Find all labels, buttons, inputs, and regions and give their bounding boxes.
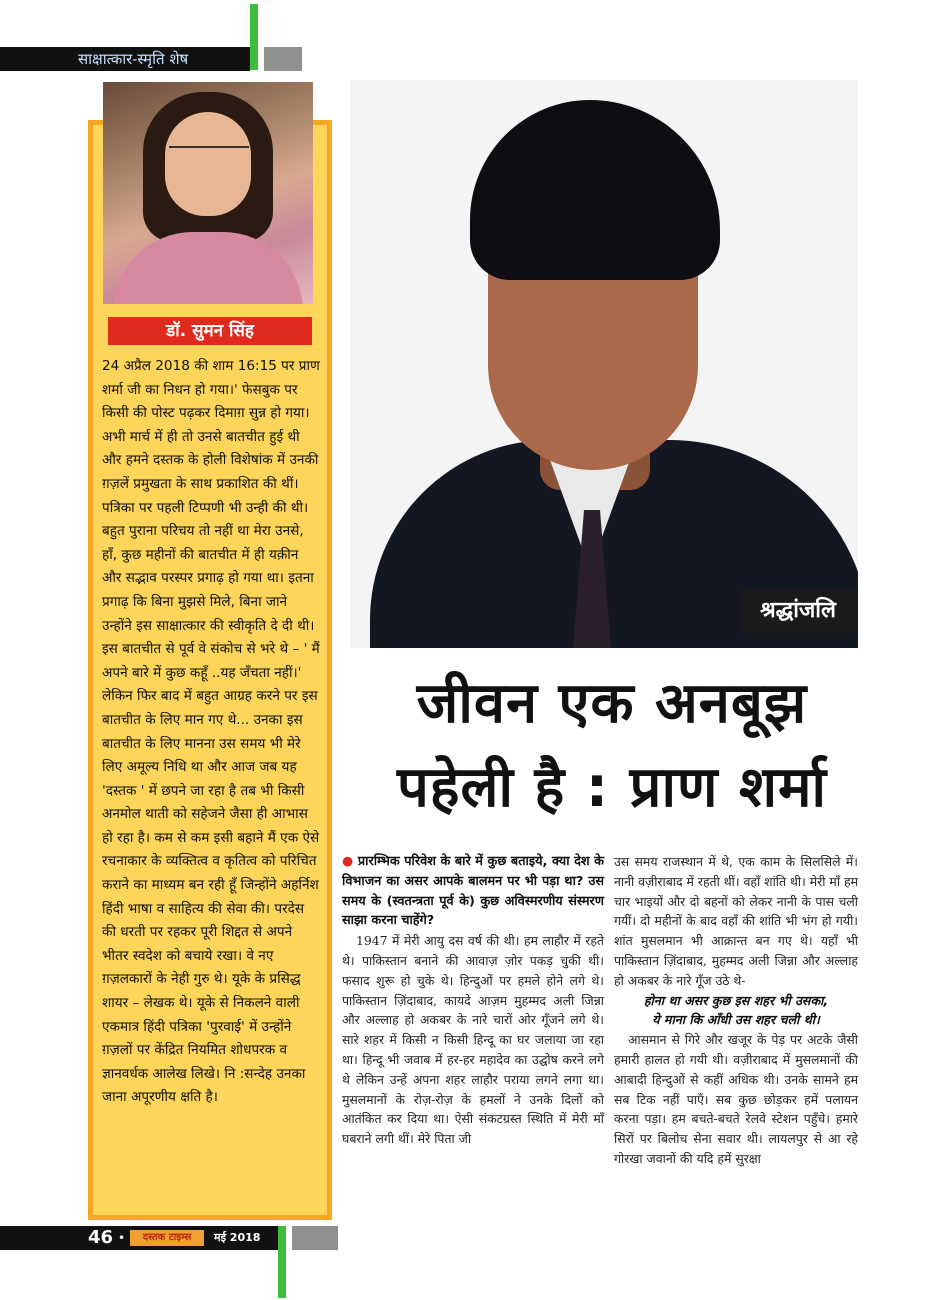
verse-line-2: ये माना कि आँधी उस शहर चली थी। bbox=[652, 1012, 820, 1028]
headline-line-1: जीवन एक अनबूझ bbox=[416, 671, 808, 736]
magazine-logo: दस्तक टाइम्स bbox=[130, 1230, 204, 1246]
interview-question bbox=[342, 852, 604, 931]
tribute-tag: श्रद्धांजलि bbox=[740, 589, 856, 633]
headline-line-2: पहेली है : प्राण शर्मा bbox=[396, 755, 828, 820]
author-photo bbox=[103, 82, 313, 304]
issue-date: मई 2018 bbox=[214, 1231, 261, 1244]
footer-green-rule bbox=[278, 1226, 286, 1298]
question-text: प्रारम्भिक परिवेश के बारे में कुछ बताइये, क्या देश के विभाजन का असर आपके बालमन पर भी पड़ा था? उस समय के (स्वतन्त्रता पूर्व के) कुछ अविस्मरणीय संस्मरण साझा करना चाहेंगे? bbox=[342, 854, 605, 929]
headline bbox=[352, 662, 872, 830]
answer-paragraph-1: 1947 में मेरी आयु दस वर्ष की थी। हम लाहौर में रहते थे। पाकिस्तान बनाने की आवाज़ ज़ोर पकड़ चुकी थी। फसाद शुरू हो चुके थे। हिन्दुओं पर हमले होने लगे थे। पाकिस्तान ज़िंदाबाद, कायदे आज़म मुहम्मद अली जिन्ना और अल्लाह हो अकबर के नारे चारों ओर गूँजने लगे थे। सारे शहर में किसी न किसी हिन्दू का घर जलाया जा रहा था। हिन्दू भी जवाब में हर-हर महादेव का उद्घोष करने लगे थे लेकिन उन्हें अपना शहर लाहौर पराया लगने लगा था। मुसलमानों के रोज़-रोज़ के हमलों ने उनके दिलों को आतंकित कर दिया था। ऐसी संकटग्रस्त स्थिति में मेरी माँ घबराने लगी थीं। मेरे पिता जी bbox=[342, 933, 604, 1147]
footer-separator: • bbox=[118, 1231, 126, 1245]
header-grey-block bbox=[264, 47, 302, 71]
header-green-rule bbox=[250, 4, 258, 70]
answer-paragraph-3: आसमान से गिरे और खजूर के पेड़ पर अटके जैसी हमारी हालत हो गयी थी। वज़ीराबाद में मुसलमानों की आबादी हिन्दुओं से कहीं अधिक थी। उनके सामने हम सब टिक नहीं पाएँ। सब कुछ छोड़कर हमें पलायन करना पड़ा। हम बचते-बचते रेलवे स्टेशन पहुँचे। हमारे सिरों पर बिलोच सेना सवार थी। लायलपुर से आ रहे गोरखा जवानों की यदि हमें सुरक्षा bbox=[614, 1032, 858, 1166]
answer-paragraph-2: उस समय राजस्थान में थे, एक काम के सिलसिले में। नानी वज़ीराबाद में रहती थीं। वहाँ शांति थी। मेरी माँ हम चार भाइयों और दो बहनों को लेकर नानी के पास चली गयीं। दो महीनों के बाद वहाँ की शांति भी भंग हो गयी। शांत मुसलमान भी आक्रान्त बन गए थे। यहाँ भी पाकिस्तान ज़िंदाबाद, मुहम्मद अली जिन्ना और अल्लाह हो अकबर के नारे गूँज उठे थे- bbox=[614, 854, 858, 988]
article-column-1 bbox=[342, 852, 604, 1149]
section-label: साक्षात्कार-स्मृति शेष bbox=[78, 50, 189, 68]
footer-grey-block bbox=[292, 1226, 338, 1250]
page-number: 46 bbox=[88, 1227, 114, 1248]
author-name: डॉ. सुमन सिंह bbox=[108, 317, 312, 345]
bullet-icon: ● bbox=[342, 854, 358, 869]
article-column-2 bbox=[614, 852, 858, 1169]
verse-line-1: होना था असर कुछ इस शहर भी उसका, bbox=[643, 992, 829, 1008]
pran-sharma-portrait bbox=[350, 80, 858, 648]
sidebar-text: 24 अप्रैल 2018 की शाम 16:15 पर प्राण शर्मा जी का निधन हो गया।' फेसबुक पर किसी की पोस्ट पढ़कर दिमाग़ सुन्न हो गया। अभी मार्च में ही तो उनसे बातचीत हुई थी और हमने दस्तक के होली विशेषांक में उनकी ग़ज़लें प्रमुखता के साथ प्रकाशित की थीं। पत्रिका पर पहली टिप्पणी भी उन्ही की थी। बहुत पुराना परिचय तो नहीं था मेरा उनसे, हाँ, कुछ महीनों की बातचीत में ही यक़ीन और सद्भाव परस्पर प्रगाढ़ हो गया था। इतना प्रगाढ़ कि बिना मुझसे मिले, बिना जाने उन्होंने इस साक्षात्कार की स्वीकृति दे दी थी। इस बातचीत से पूर्व वे संकोच से भरे थे – ' मैं अपने बारे में कुछ कहूँ ..यह जँचता नहीं।' लेकिन फिर बाद में बहुत आग्रह करने पर इस बातचीत के लिए मान गए थे... उनका इस बातचीत के लिए मानना उस समय भी मेरे लिए अमूल्य निधि था और आज जब यह 'दस्तक ' में छपने जा रहा है तब भी किसी अनमोल थाती को सहेजने जैसा ही आभास हो रहा है। कम से कम इसी बहाने मैं एक ऐसे रचनाकार के व्यक्तित्व व कृतित्व को परिचित कराने का माध्यम बन रही हूँ जिन्होंने अहर्निश हिंदी भाषा व साहित्य की सेवा की। परदेस की धरती पर रहकर पूरी शिद्दत से अपने भीतर स्वदेश को बचाये रखा। वे नए ग़ज़लकारों के नेही गुरु थे। यूके के प्रसिद्ध शायर – लेखक थे। यूके से निकलने वाली एकमात्र हिंदी पत्रिका 'पुरवाई' में उन्होंने ग़ज़लों पर केंद्रित नियमित शोधपरक व ज्ञानवर्धक आलेख लिखे। नि :सन्देह उनका जाना अपूरणीय क्षति है। bbox=[102, 358, 320, 1106]
